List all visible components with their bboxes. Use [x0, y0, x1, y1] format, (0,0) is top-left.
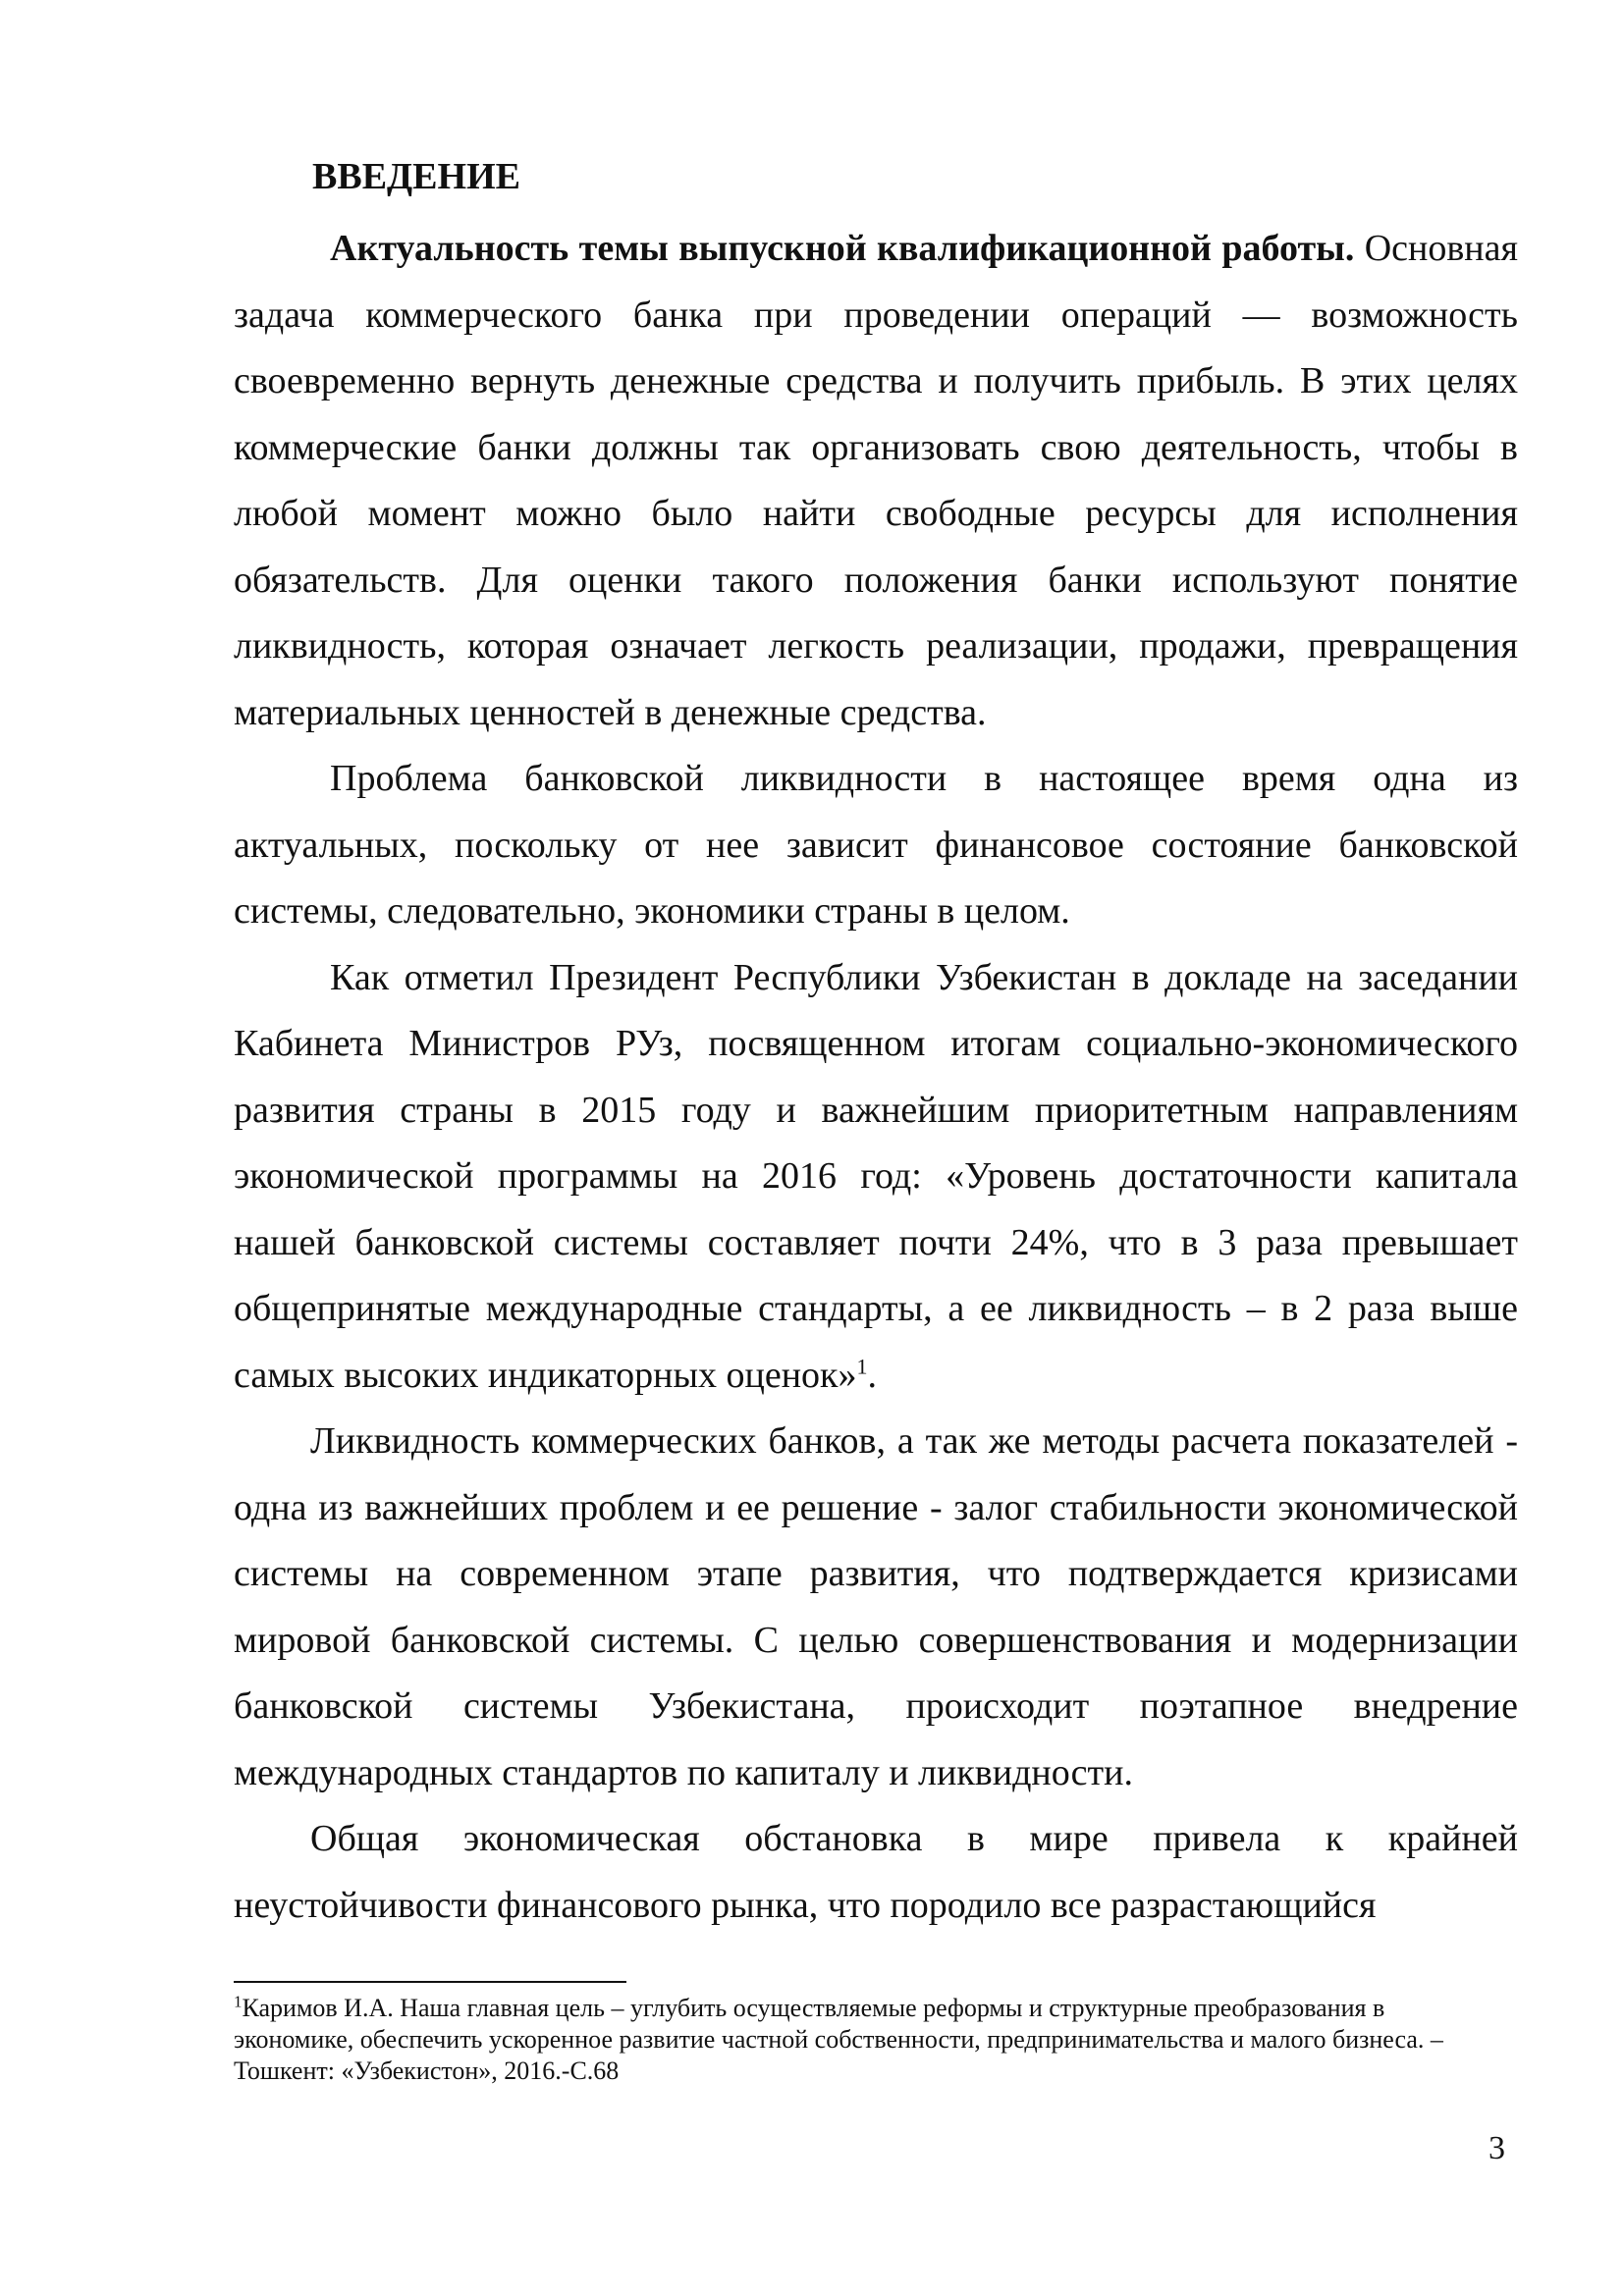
paragraph-president-quote [234, 945, 1518, 1410]
quote-end: . [867, 1354, 877, 1396]
footnote-separator [234, 1981, 626, 1983]
footnote-marker: 1 [234, 1992, 243, 2011]
paragraph-economic-situation: Общая экономическая обстановка в мире привела к крайней неустойчивости финансового рынка, что породило все разрастающийся [234, 1818, 1518, 1926]
footnote [234, 1993, 1510, 2087]
paragraph-relevance [234, 216, 1518, 746]
quote-text: Как отметил Президент Республики Узбекистан в докладе на заседании Кабинета Министров РУз, посвященном итогам социально-экономического развития страны в 2015 году и важнейшим приоритетным направлениям экономической программы на 2016 год: «Уровень достаточности капитала нашей банковской системы составляет почти 24%, что в 3 раза превышает общепринятые международные стандарты, а ее ликвидность – в 2 раза выше самых высоких индикаторных оценок» [234, 956, 1518, 1396]
relevance-text: Основная задача коммерческого банка при проведении операций — возможность своевременно вернуть денежные средства и получить прибыль. В этих целях коммерческие банки должны так организовать свою деятельность, чтобы в любой момент можно было найти свободные ресурсы для исполнения обязательств. Для оценки такого положения банки используют понятие ликвидность, которая означает легкость реализации, продажи, превращения материальных ценностей в денежные средства. [234, 228, 1518, 733]
paragraph-liquidity-problem: Проблема банковской ликвидности в настоящее время одна из актуальных, поскольку от нее зависит финансовое состояние банковской системы, следовательно, экономики страны в целом. [234, 758, 1518, 932]
footnote-reference[interactable]: 1 [856, 1353, 868, 1378]
body-text [234, 216, 1518, 1939]
relevance-lead: Актуальность темы выпускной квалификационной работы. [330, 228, 1355, 269]
page-heading: ВВЕДЕНИЕ [312, 156, 520, 197]
paragraph-bank-liquidity: Ликвидность коммерческих банков, а так же методы расчета показателей - одна из важнейших проблем и ее решение - залог стабильности экономической системы на современном этапе развития, что подтверждается кризисами мировой банковской системы. С целью совершенствования и модернизации банковской системы Узбекистана, происходит поэтапное внедрение международных стандартов по капиталу и ликвидности. [234, 1420, 1518, 1793]
page-number: 3 [1489, 2130, 1505, 2166]
footnote-text: Каримов И.А. Наша главная цель – углубить осуществляемые реформы и структурные преобразования в экономике, обеспечить ускоренное развитие частной собственности, предпринимательства и малого бизнеса. – Тошкент: «Узбекистон», 2016.-С.68 [234, 1994, 1443, 2085]
